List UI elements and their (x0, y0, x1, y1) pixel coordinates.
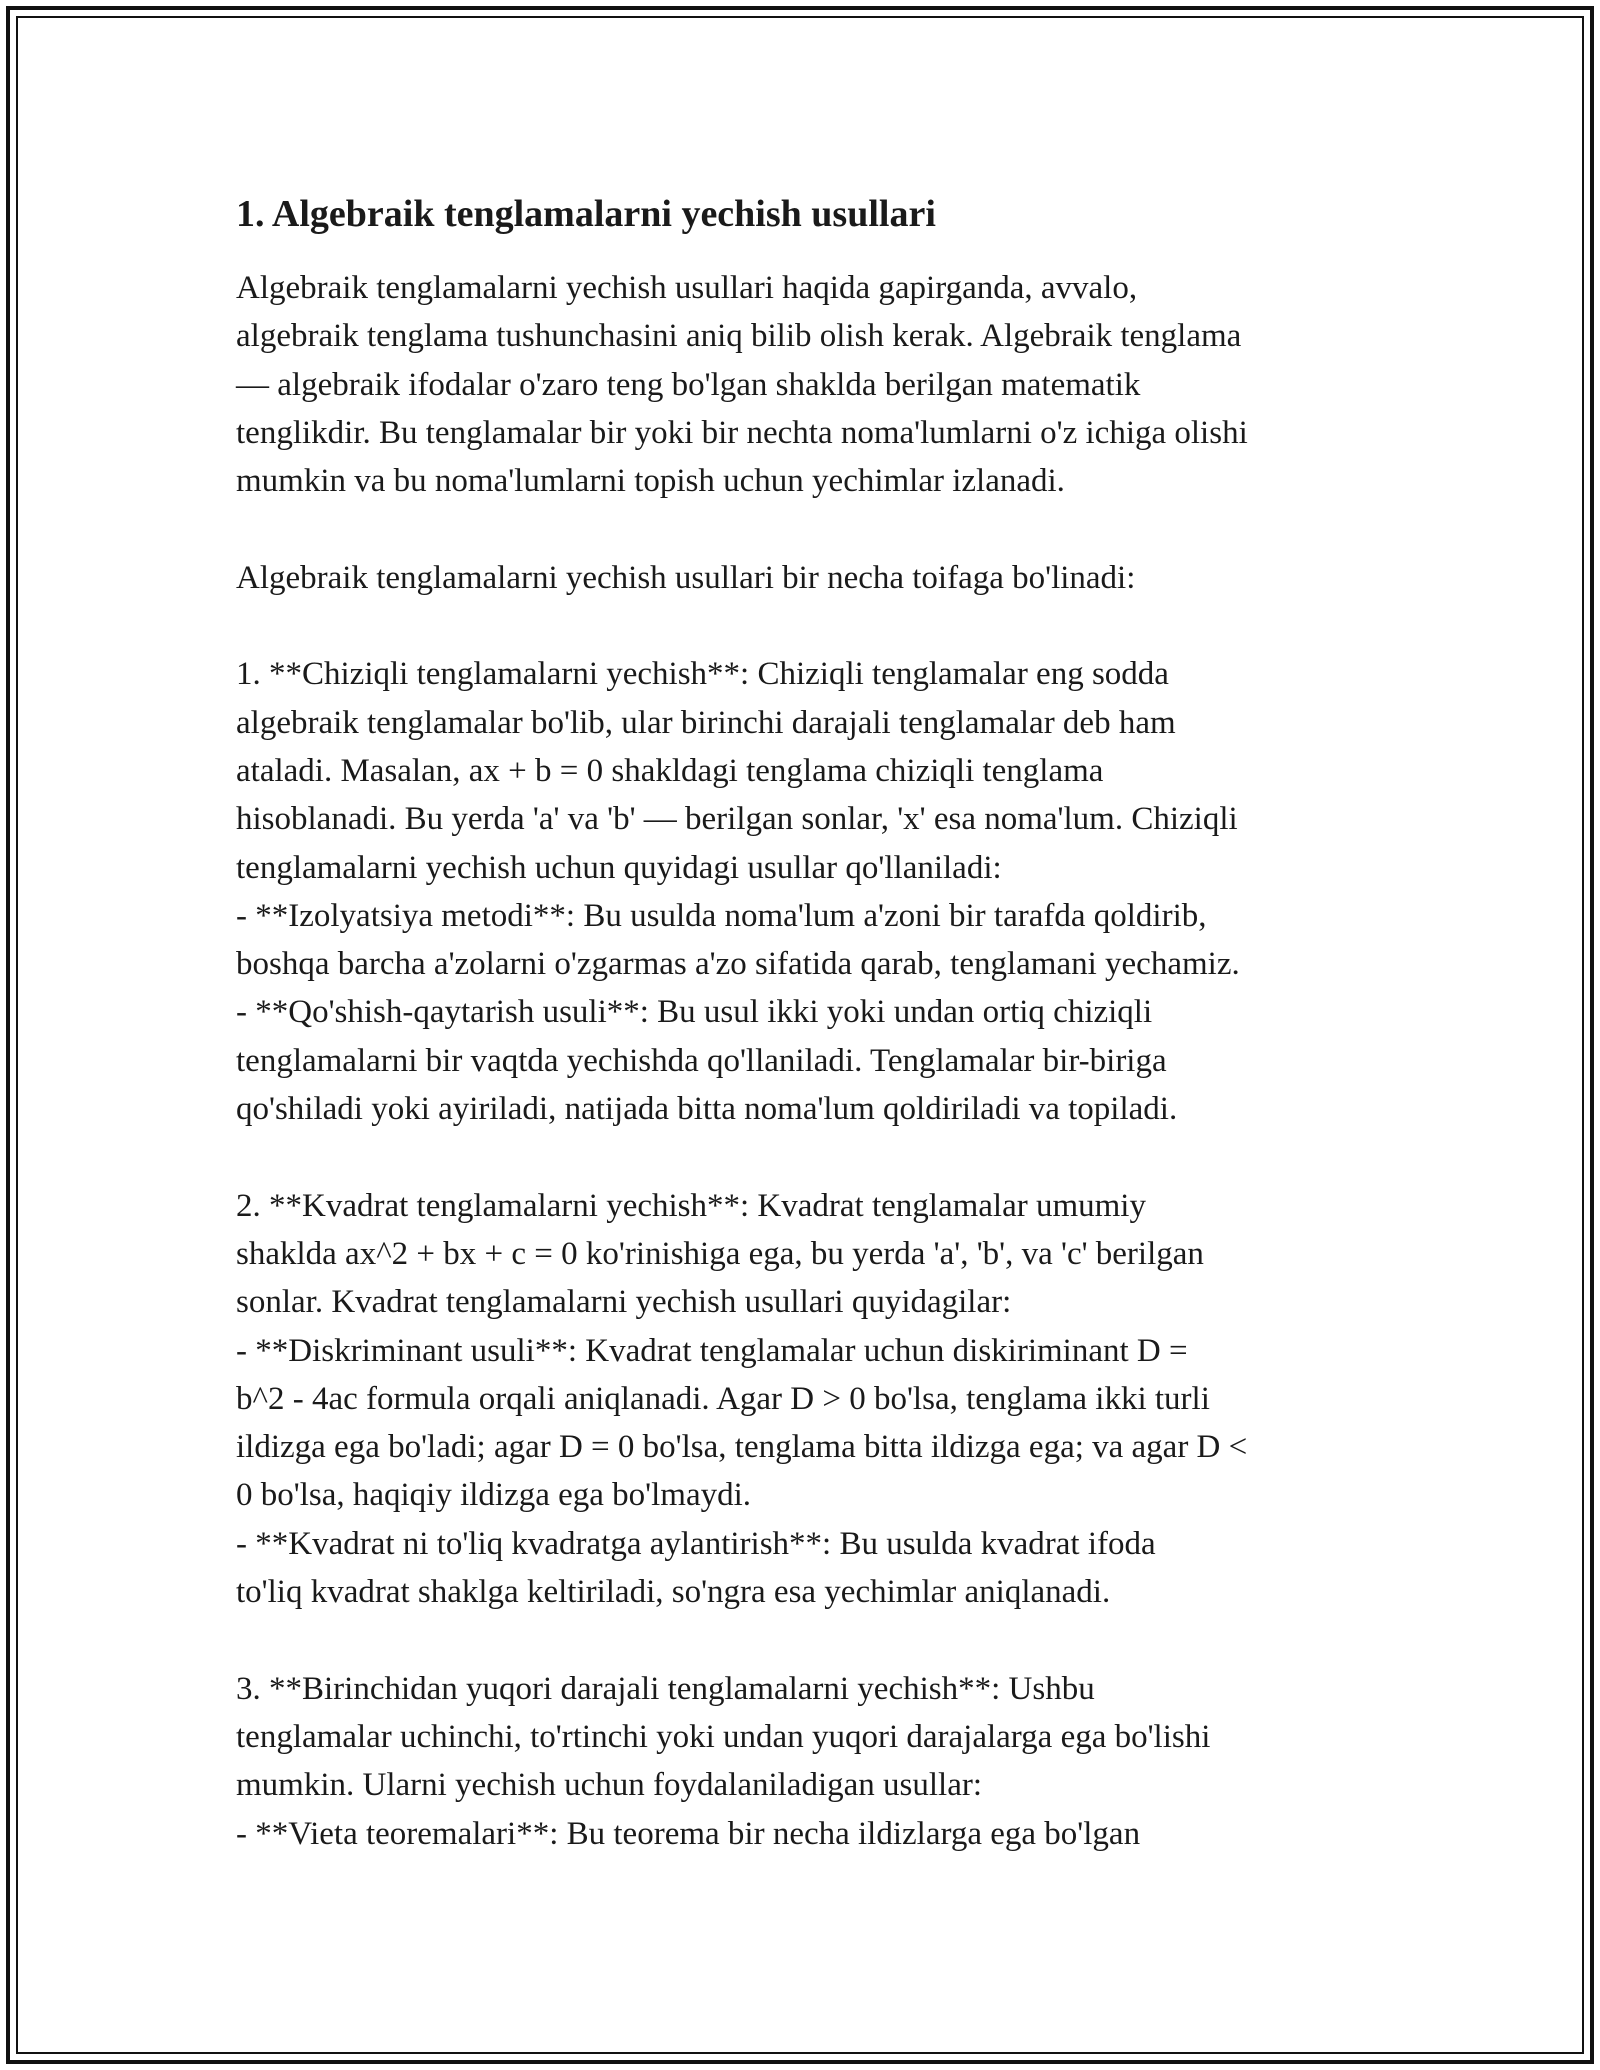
text-line: b^2 - 4ac formula orqali aniqlanadi. Agar D > 0 bo'lsa, tenglama ikki turli (236, 1380, 1210, 1417)
text-line: - **Qo'shish-qaytarish usuli**: Bu usul ikki yoki undan ortiq chiziqli (236, 994, 1153, 1031)
text-line: ildizga ega bo'ladi; agar D = 0 bo'lsa, tenglama bitta ildizga ega; va agar D < (236, 1429, 1248, 1466)
text-line: sonlar. Kvadrat tenglamalarni yechish usullari quyidagilar: (236, 1284, 1012, 1321)
text-line: ataladi. Masalan, ax + b = 0 shakldagi tenglama chiziqli tenglama (236, 752, 1104, 789)
text-line: 1. **Chiziqli tenglamalarni yechish**: Chiziqli tenglamalar eng sodda (236, 656, 1169, 693)
text-line: to'liq kvadrat shaklga keltiriladi, so'ngra esa yechimlar aniqlanadi. (236, 1574, 1111, 1611)
text-line: tenglikdir. Bu tenglamalar bir yoki bir nechta noma'lumlarni o'z ichiga olishi (236, 414, 1248, 451)
text-line: mumkin va bu noma'lumlarni topish uchun yechimlar izlanadi. (236, 463, 1065, 500)
text-line: algebraik tenglamalar bo'lib, ular birinchi darajali tenglamalar deb ham (236, 704, 1176, 741)
text-line: - **Vieta teoremalari**: Bu teorema bir necha ildizlarga ega bo'lgan (236, 1815, 1141, 1852)
text-line: hisoblanadi. Bu yerda 'a' va 'b' — berilgan sonlar, 'x' esa noma'lum. Chiziqli (236, 801, 1238, 838)
text-line: shaklda ax^2 + bx + c = 0 ko'rinishiga ega, bu yerda 'a', 'b', va 'c' berilgan (236, 1235, 1204, 1272)
text-block (236, 264, 1386, 1858)
blank-line (236, 1616, 1386, 1664)
text-line: - **Izolyatsiya metodi**: Bu usulda noma'lum a'zoni bir tarafda qoldirib, (236, 897, 1207, 934)
text-line: tenglamalar uchinchi, to'rtinchi yoki undan yuqori darajalarga ega bo'lishi (236, 1718, 1211, 1755)
blank-line (236, 602, 1386, 650)
text-line: Algebraik tenglamalarni yechish usullari bir necha toifaga bo'linadi: (236, 559, 1136, 596)
text-line: qo'shiladi yoki ayiriladi, natijada bitta noma'lum qoldiriladi va topiladi. (236, 1091, 1178, 1128)
blank-line (236, 1133, 1386, 1181)
section-heading: 1. Algebraik tenglamalarni yechish usullari (236, 193, 936, 235)
text-line: mumkin. Ularni yechish uchun foydalaniladigan usullar: (236, 1767, 982, 1804)
document-body (236, 180, 1386, 1858)
text-line: 0 bo'lsa, haqiqiy ildizga ega bo'lmaydi. (236, 1477, 752, 1514)
text-line: 2. **Kvadrat tenglamalarni yechish**: Kvadrat tenglamalar umumiy (236, 1187, 1146, 1224)
text-line: boshqa barcha a'zolarni o'zgarmas a'zo sifatida qarab, tenglamani yechamiz. (236, 946, 1240, 983)
text-line: Algebraik tenglamalarni yechish usullari haqida gapirganda, avvalo, (236, 270, 1138, 306)
text-line: tenglamalarni bir vaqtda yechishda qo'llaniladi. Tenglamalar bir-biriga (236, 1042, 1167, 1079)
text-line: — algebraik ifodalar o'zaro teng bo'lgan shaklda berilgan matematik (236, 366, 1141, 403)
text-line: 3. **Birinchidan yuqori darajali tenglamalarni yechish**: Ushbu (236, 1670, 1095, 1707)
text-line: algebraik tenglama tushunchasini aniq bilib olish kerak. Algebraik tenglama (236, 318, 1242, 355)
text-line: tenglamalarni yechish uchun quyidagi usullar qo'llaniladi: (236, 849, 1002, 886)
blank-line (236, 505, 1386, 553)
text-line: - **Kvadrat ni to'liq kvadratga aylantirish**: Bu usulda kvadrat ifoda (236, 1525, 1156, 1562)
text-line: - **Diskriminant usuli**: Kvadrat tenglamalar uchun diskiriminant D = (236, 1332, 1188, 1369)
